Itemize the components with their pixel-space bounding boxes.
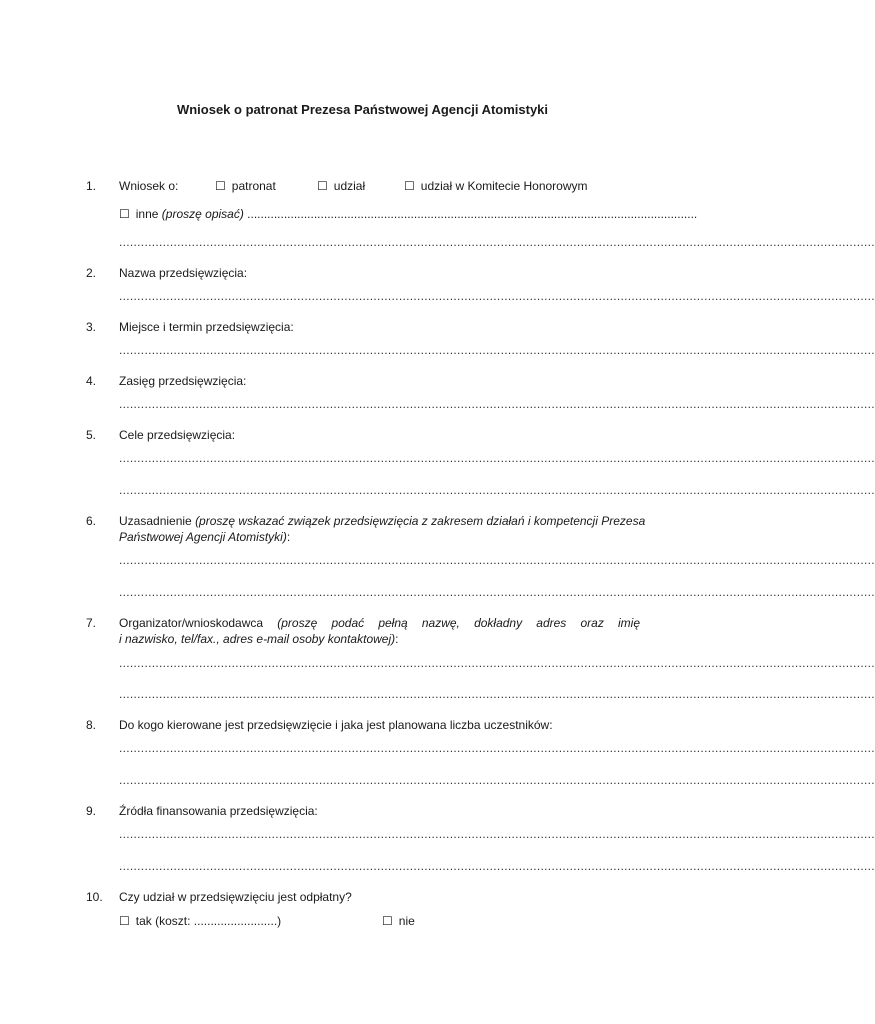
q6-hint-2: Państwowej Agencji Atomistyki) [119,530,287,544]
q6-answer-line-1[interactable]: ................................................................................................................................................................................................................ [119,553,875,567]
option-nie[interactable] [382,913,415,929]
checkbox-udzial[interactable]: ☐ [317,179,328,193]
q4-answer-line[interactable]: ................................................................................................................................................................................................................ [119,397,875,411]
q1-answer-line[interactable]: ................................................................................................................................................................................................................ [119,235,875,249]
q7-number: 7. [86,616,97,630]
q6-label: Uzasadnienie [119,514,192,528]
q6-suffix: : [286,530,291,544]
q2-number: 2. [86,266,97,280]
checkbox-patronat[interactable]: ☐ [215,179,226,193]
q7-hint-2: i nazwisko, tel/fax., adres e-mail osoby kontaktowej) [119,632,396,646]
q7-answer-line-1[interactable]: ................................................................................................................................................................................................................ [119,656,875,670]
checkbox-tak[interactable]: ☐ [119,914,130,928]
q3-label: Miejsce i termin przedsięwzięcia: [119,320,294,334]
option-tak-label: tak [135,914,152,928]
q9-label: Źródła finansowania przedsięwzięcia: [119,804,318,818]
q9-number: 9. [86,804,97,818]
q7-answer-line-2[interactable]: ................................................................................................................................................................................................................ [119,687,875,701]
q5-label: Cele przedsięwzięcia: [119,428,236,442]
option-udzial-label: udział [333,179,366,193]
q2-answer-line[interactable]: ................................................................................................................................................................................................................ [119,289,875,303]
option-komitet-honorowy[interactable] [404,178,588,194]
q8-number: 8. [86,718,97,732]
option-nie-label: nie [398,914,415,928]
q3-number: 3. [86,320,97,334]
q8-label: Do kogo kierowane jest przedsięwzięcie i jaka jest planowana liczba uczestników: [119,718,553,732]
option-inne[interactable] [119,206,697,222]
q1-number: 1. [86,179,97,193]
q8-answer-line-1[interactable]: ................................................................................................................................................................................................................ [119,741,875,755]
q7-label-line-1 [119,615,640,631]
checkbox-nie[interactable]: ☐ [382,914,393,928]
q7-suffix: : [395,632,399,646]
option-patronat-label: patronat [231,179,276,193]
q6-label-line-2 [119,529,290,545]
checkbox-inne[interactable]: ☐ [119,207,130,221]
q5-answer-line-2[interactable]: ................................................................................................................................................................................................................ [119,483,875,497]
q6-hint-1: (proszę wskazać związek przedsięwzięcia z zakresem działań i kompetencji Prezesa [195,514,646,528]
q9-answer-line-2[interactable]: ................................................................................................................................................................................................................ [119,859,875,873]
q10-label: Czy udział w przedsięwzięciu jest odpłatny? [119,890,352,904]
q7-label: Organizator/wnioskodawca [119,616,264,630]
q4-label: Zasięg przedsięwzięcia: [119,374,247,388]
option-udzial[interactable] [317,178,365,194]
q6-label-line-1 [119,513,645,529]
q4-number: 4. [86,374,97,388]
q7-hint-1: (proszę podać pełną nazwę, dokładny adres oraz imię [277,616,640,630]
option-inne-hint: (proszę opisać) [161,207,244,221]
q5-answer-line-1[interactable]: ................................................................................................................................................................................................................ [119,451,875,465]
q6-number: 6. [86,514,97,528]
q10-number: 10. [86,890,103,904]
option-komitet-honorowy-label: udział w Komitecie Honorowym [420,179,588,193]
q7-label-line-2 [119,631,398,647]
option-inne-label: inne [135,207,159,221]
page-title: Wniosek o patronat Prezesa Państwowej Agencji Atomistyki [176,102,549,117]
q3-answer-line[interactable]: ................................................................................................................................................................................................................ [119,343,875,357]
option-inne-field[interactable]: ....................................................................................................................................... [247,207,698,221]
q1-label: Wniosek o: [119,179,179,193]
q6-answer-line-2[interactable]: ................................................................................................................................................................................................................ [119,585,875,599]
q5-number: 5. [86,428,97,442]
option-tak[interactable] [119,913,281,929]
q9-answer-line-1[interactable]: ................................................................................................................................................................................................................ [119,827,875,841]
q8-answer-line-2[interactable]: ................................................................................................................................................................................................................ [119,773,875,787]
cost-field[interactable]: (koszt: .........................) [155,914,282,928]
q2-label: Nazwa przedsięwzięcia: [119,266,248,280]
checkbox-komitet-honorowy[interactable]: ☐ [404,179,415,193]
option-patronat[interactable] [215,178,276,194]
